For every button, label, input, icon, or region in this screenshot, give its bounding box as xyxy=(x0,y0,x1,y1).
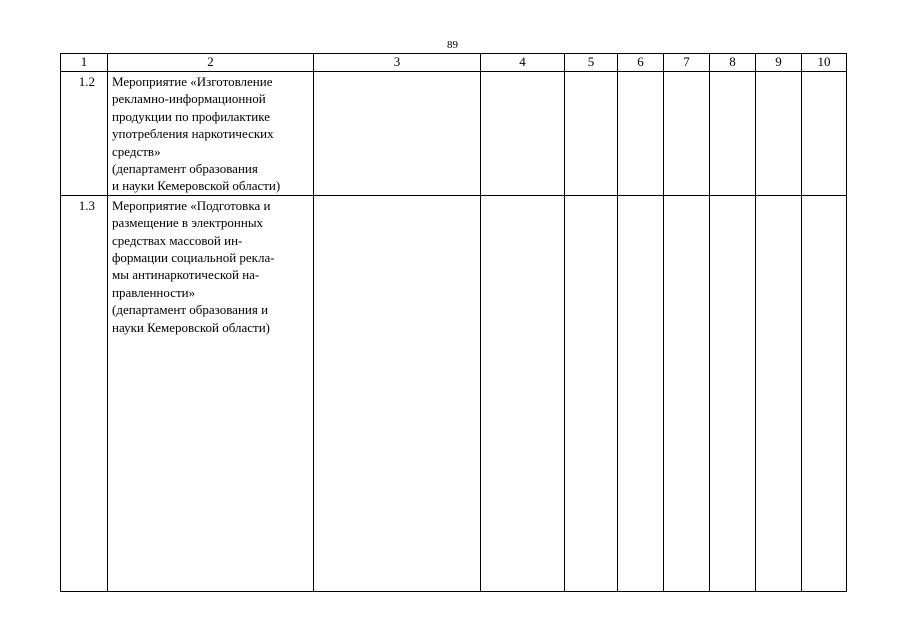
description-line: Мероприятие «Подготовка и xyxy=(112,197,271,213)
table-cell xyxy=(565,195,618,591)
table-cell xyxy=(314,72,481,196)
column-header-3: 3 xyxy=(314,54,481,72)
column-header-5: 5 xyxy=(565,54,618,72)
table-cell xyxy=(664,195,710,591)
description-line: формации социальной рекла- xyxy=(112,250,275,266)
table-cell xyxy=(565,72,618,196)
table-cell xyxy=(664,72,710,196)
description-line: науки Кемеровской области) xyxy=(112,319,271,335)
description-line: продукции по профилактике xyxy=(112,108,270,124)
description-line: употребления наркотических xyxy=(112,126,274,142)
measures-table xyxy=(60,53,847,592)
table-row xyxy=(61,195,847,591)
column-header-1: 1 xyxy=(61,54,108,72)
table-cell xyxy=(618,195,664,591)
row-number: 1.2 xyxy=(61,72,108,196)
description-line: размещение в электронных xyxy=(112,215,264,231)
table-cell xyxy=(481,195,565,591)
table-cell xyxy=(618,72,664,196)
column-header-9: 9 xyxy=(756,54,802,72)
column-header-4: 4 xyxy=(481,54,565,72)
column-header-8: 8 xyxy=(710,54,756,72)
table-cell xyxy=(710,195,756,591)
description-line: (департамент образования xyxy=(112,161,258,177)
description-line: рекламно-информационной xyxy=(112,91,266,107)
table-cell xyxy=(756,72,802,196)
page-number: 89 xyxy=(447,39,458,51)
column-header-10: 10 xyxy=(802,54,847,72)
description-line: мы антинаркотической на- xyxy=(112,267,260,283)
table-cell xyxy=(481,72,565,196)
table-cell xyxy=(756,195,802,591)
column-header-7: 7 xyxy=(664,54,710,72)
row-description xyxy=(108,195,314,591)
column-header-6: 6 xyxy=(618,54,664,72)
table-cell xyxy=(802,195,847,591)
description-line: (департамент образования и xyxy=(112,302,269,318)
table-cell xyxy=(710,72,756,196)
row-number: 1.3 xyxy=(61,195,108,591)
table-row xyxy=(61,72,847,196)
description-line: правленности» xyxy=(112,284,196,300)
table-cell xyxy=(314,195,481,591)
description-line: и науки Кемеровской области) xyxy=(112,178,281,194)
description-line: средствах массовой ин- xyxy=(112,232,243,248)
header-row xyxy=(61,54,847,72)
description-line: Мероприятие «Изготовление xyxy=(112,74,273,89)
description-line: средств» xyxy=(112,143,161,159)
row-description xyxy=(108,72,314,196)
table-cell xyxy=(802,72,847,196)
column-header-2: 2 xyxy=(108,54,314,72)
